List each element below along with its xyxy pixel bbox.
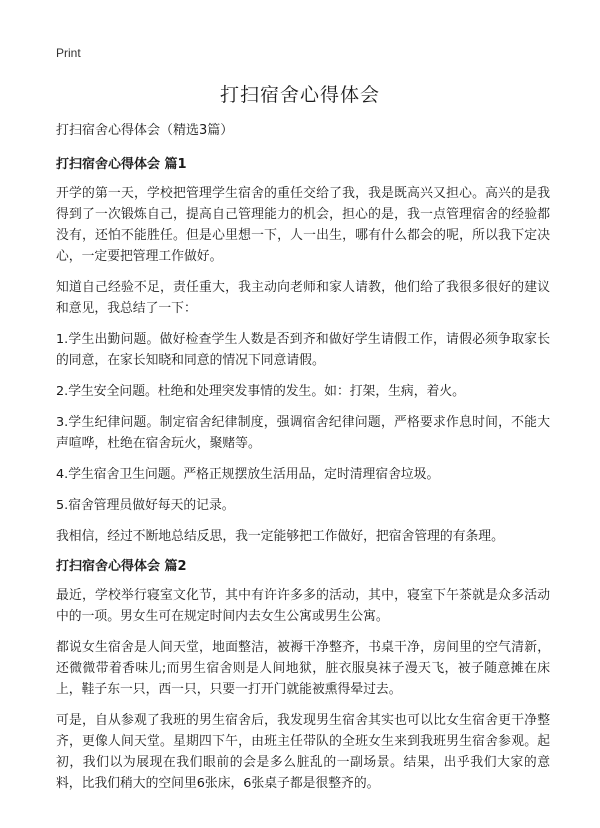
document-title: 打扫宿舍心得体会 (219, 84, 380, 106)
paragraph: 我相信，经过不断地总结反思，我一定能够把工作做好，把宿舍管理的有条理。 (56, 529, 504, 544)
print-link[interactable]: Print (56, 46, 81, 60)
paragraph: 都说女生宿舍是人间天堂，地面整洁，被褥干净整齐，书桌干净，房间里的空气清新，还微微带着香味儿;而男生宿舍则是人间地狱，脏衣服臭袜子漫天飞，被子随意摊在床上，鞋子东一只，西一只，只要一打开门就能被熏得晕过去。 (56, 640, 550, 697)
paragraph: 可是，自从参观了我班的男生宿舍后，我发现男生宿舍其实也可以比女生宿舍更干净整齐，更像人间天堂。星期四下午，由班主任带队的全班女生来到我班男生宿舍参观。起初，我们以为展现在我们眼前的会是多么脏乱的一副场景。结果，出乎我们大家的意料，比我们稍大的空间里6张床，6张桌子都是很整齐的。 (56, 713, 550, 791)
section-heading: 打扫宿舍心得体会 篇1 (56, 157, 187, 172)
paragraph: 1.学生出勤问题。做好检查学生人数是否到齐和做好学生请假工作，请假必须争取家长的同意，在家长知晓和同意的情况下同意请假。 (56, 332, 550, 368)
paragraph: 最近，学校举行寝室文化节，其中有许许多多的活动，其中，寝室下午茶就是众多活动中的一项。男女生可在规定时间内去女生公寓或男生公寓。 (56, 588, 550, 624)
section-2 (56, 557, 550, 794)
section-heading: 打扫宿舍心得体会 篇2 (56, 559, 187, 574)
document-body (56, 121, 550, 804)
paragraph: 4.学生宿舍卫生问题。严格正规摆放生活用品，定时清理宿舍垃圾。 (56, 467, 440, 482)
section-1 (56, 155, 550, 547)
paragraph: 知道自己经验不足，责任重大，我主动向老师和家人请教，他们给了我很多很好的建议和意见，我总结了一下： (56, 280, 550, 316)
paragraph: 3.学生纪律问题。制定宿舍纪律制度，强调宿舍纪律问题，严格要求作息时间，不能大声喧哗，杜绝在宿舍玩火，聚赌等。 (56, 415, 550, 451)
paragraph: 5.宿舍管理员做好每天的记录。 (56, 498, 235, 513)
paragraph: 2.学生安全问题。杜绝和处理突发事情的发生。如：打架，生病，着火。 (56, 384, 465, 399)
document-subtitle: 打扫宿舍心得体会（精选3篇） (56, 123, 234, 138)
paragraph: 开学的第一天，学校把管理学生宿舍的重任交给了我，我是既高兴又担心。高兴的是我得到了一次锻炼自己，提高自己管理能力的机会，担心的是，我一点管理宿舍的经验都没有，还怕不能胜任。但是心里想一下，人一出生，哪有什么都会的呢，所以我下定决心，一定要把管理工作做好。 (56, 186, 550, 264)
